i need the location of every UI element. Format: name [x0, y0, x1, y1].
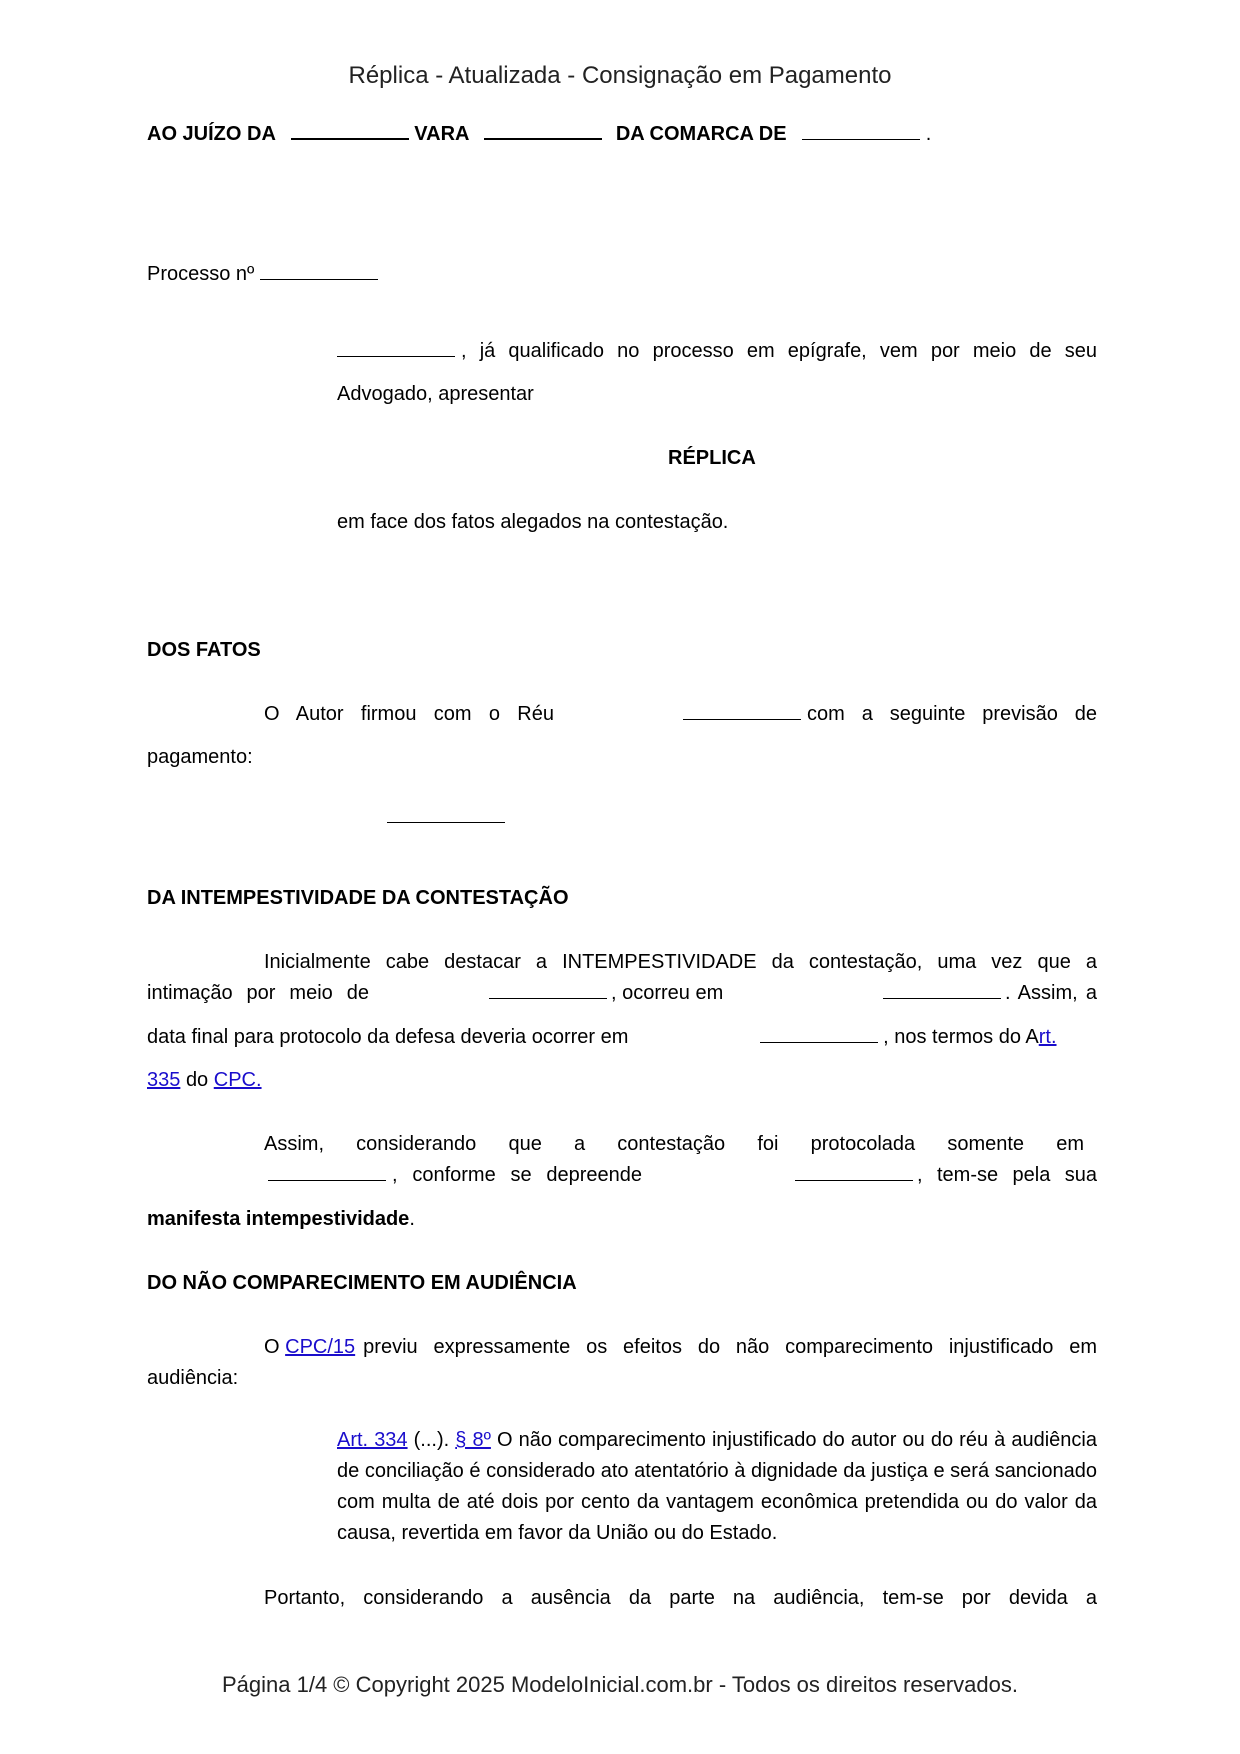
facts-line-1: [264, 703, 1097, 726]
link-paragrafo-8[interactable]: § 8º: [455, 1429, 491, 1451]
blank-field: [802, 123, 920, 140]
intemp-p1-line1: Inicialmente cabe destacar a INTEMPESTIVIDADE da contestação, uma vez que a: [264, 951, 1097, 973]
intemp-p2-line2: [268, 1164, 1097, 1187]
manifesta-intempestividade: manifesta intempestividade: [147, 1208, 410, 1230]
heading-nao-comparecimento: DO NÃO COMPARECIMENTO EM AUDIÊNCIA: [147, 1272, 577, 1294]
address-part2: VARA: [414, 123, 469, 145]
link-art-334[interactable]: Art. 334: [337, 1429, 408, 1451]
facts-blank-line: [387, 806, 505, 829]
link-art-335[interactable]: 335: [147, 1069, 181, 1091]
replica-title: RÉPLICA: [668, 447, 756, 469]
process-label: Processo nº: [147, 263, 255, 285]
blank-field: [883, 982, 1001, 999]
intemp-do: do: [185, 1069, 209, 1091]
audiencia-o: O: [264, 1336, 280, 1358]
link-art[interactable]: rt.: [1038, 1026, 1057, 1048]
audiencia-p1-line2: audiência:: [147, 1367, 239, 1389]
intemp-p1-line4: [147, 1069, 262, 1092]
intemp-p1-line3a: data final para protocolo da defesa deveria ocorrer em: [147, 1026, 629, 1048]
intemp-p1-line2c: . Assim, a: [1005, 982, 1097, 1004]
intemp-p1-line2a: intimação por meio de: [147, 982, 369, 1004]
intemp-p2-line2a: , conforme se depreende: [392, 1164, 642, 1186]
blank-field: [268, 1164, 386, 1181]
blank-field: [795, 1164, 913, 1181]
audiencia-p2-line1: Portanto, considerando a ausência da parte na audiência, tem-se por devida a: [264, 1587, 1097, 1609]
court-address: [147, 122, 931, 146]
intro-line-1: [337, 340, 1097, 363]
link-cpc[interactable]: CPC.: [213, 1069, 262, 1091]
intro-line1-text: , já qualificado no processo em epígrafe, vem por meio de seu: [461, 340, 1097, 362]
blank-field: [489, 982, 607, 999]
intro-line-3: em face dos fatos alegados na contestação.: [337, 511, 729, 533]
document-header-title: Réplica - Atualizada - Consignação em Pagamento: [348, 62, 892, 89]
blank-field: [337, 340, 455, 357]
intemp-p2-end: .: [409, 1208, 415, 1230]
quote-text: O não comparecimento injustificado do autor ou do réu à audiência de conciliação é considerado ato atentatório à dignidade da justiça e será sancionado com multa de até dois por cento da vantagem econômica pretendida ou do valor da causa, revertida em favor da União ou do Estado.: [337, 1429, 1097, 1544]
intemp-p1-line2b: , ocorreu em: [611, 982, 724, 1004]
blank-field: [760, 1026, 878, 1043]
facts-line-2: pagamento:: [147, 746, 253, 768]
intemp-p2-line3: [147, 1208, 415, 1231]
facts-line1a: O Autor firmou com o Réu: [264, 703, 554, 725]
intemp-p1-line2: [147, 982, 1097, 1005]
intemp-p2-line2b: , tem-se pela sua: [917, 1164, 1097, 1186]
page-footer: Página 1/4 © Copyright 2025 ModeloInicial.com.br - Todos os direitos reservados.: [222, 1672, 1018, 1697]
blank-field: [387, 806, 505, 823]
quote-ellipsis: (...).: [413, 1429, 450, 1451]
heading-dos-fatos: DOS FATOS: [147, 639, 261, 661]
process-number: [147, 263, 378, 286]
blank-field: [683, 703, 801, 720]
intemp-p1-line3b: , nos termos do A: [883, 1026, 1039, 1048]
audiencia-p1-rest: previu expressamente os efeitos do não comparecimento injustificado em: [363, 1336, 1097, 1358]
address-part1: AO JUÍZO DA: [147, 123, 276, 145]
heading-intempestividade: DA INTEMPESTIVIDADE DA CONTESTAÇÃO: [147, 887, 569, 909]
address-end: .: [925, 123, 932, 145]
audiencia-p1-line1: [264, 1336, 1097, 1359]
facts-line1b: com a seguinte previsão de: [807, 703, 1097, 725]
blank-field: [484, 122, 602, 140]
intemp-p1-line3: [147, 1026, 1097, 1049]
address-part3: DA COMARCA DE: [615, 123, 787, 145]
intro-line-2: Advogado, apresentar: [337, 383, 534, 405]
intemp-p2-line1: Assim, considerando que a contestação foi protocolada somente em: [264, 1133, 1084, 1155]
legal-quote: [337, 1425, 1097, 1549]
blank-field: [260, 263, 378, 280]
link-cpc-15[interactable]: CPC/15: [285, 1336, 356, 1358]
blank-field: [291, 122, 409, 140]
